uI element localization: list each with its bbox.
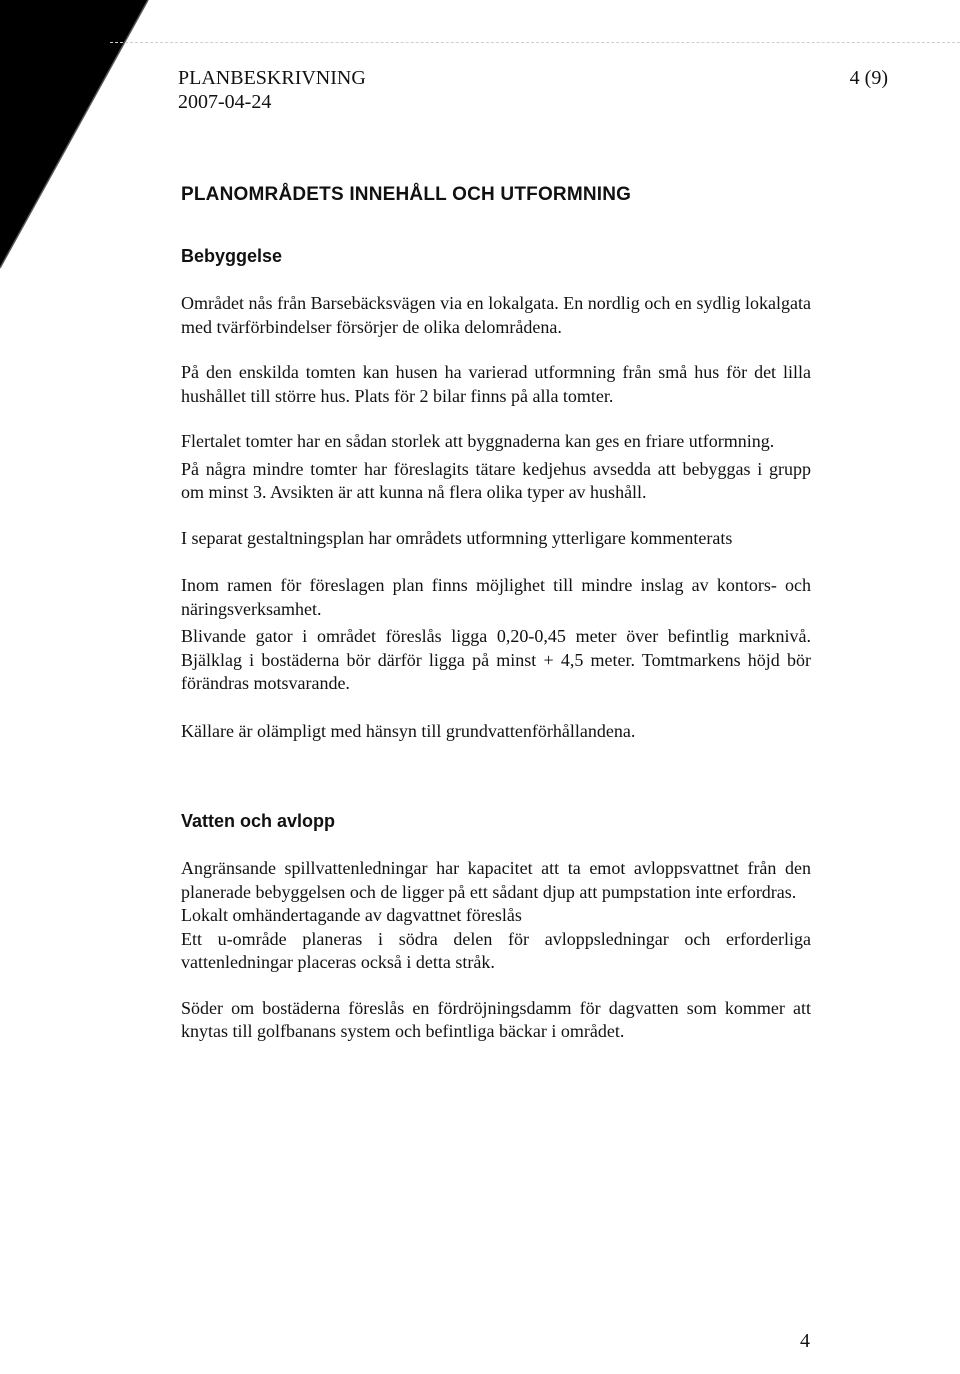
scan-top-rule — [110, 42, 960, 44]
paragraph: På några mindre tomter har föreslagits tätare kedjehus avsedda att bebyggas i grupp om minst 3. Avsikten är att kunna nå flera olika typer av hushåll. — [181, 458, 811, 502]
paragraph: Ett u-område planeras i södra delen för avloppsledningar och erforderliga vattenledningar placeras också i detta stråk. — [181, 928, 811, 972]
paragraph: Källare är olämpligt med hänsyn till grundvattenförhållandena. — [181, 720, 636, 741]
paragraph: I separat gestaltningsplan har områdets utformning ytterligare kommenterats — [181, 527, 733, 548]
document-date: 2007-04-24 — [178, 91, 272, 113]
paragraph: Angränsande spillvattenledningar har kapacitet att ta emot avloppsvattnet från den planerade bebyggelsen och de ligger på ett sådant djup att pumpstation inte erfordras. — [181, 858, 811, 902]
page-title: PLANOMRÅDETS INNEHÅLL OCH UTFORMNING — [181, 184, 632, 205]
section-heading: Vatten och avlopp — [181, 811, 336, 831]
section-bebyggelse — [181, 244, 811, 743]
paragraph: Området nås från Barsebäcksvägen via en lokalgata. En nordlig och en sydlig lokalgata med tvärförbindelser försörjer de olika delområdena. — [181, 293, 811, 337]
page-content — [181, 180, 811, 1044]
paragraph: På den enskilda tomten kan husen ha varierad utformning från små hus för det lilla hushållet till större hus. Plats för 2 bilar finns på alla tomter. — [181, 362, 811, 406]
page-indicator: 4 (9) — [849, 67, 888, 89]
paragraph: Lokalt omhändertagande av dagvattnet föreslås — [181, 905, 522, 925]
section-vatten-och-avlopp — [181, 809, 811, 1044]
paragraph: Blivande gator i området föreslås ligga 0,20-0,45 meter över befintlig marknivå. Bjälklag i bostäderna bör därför ligga på minst + 4,5 meter. Tomtmarkens höjd bör förändras motsvarande. — [181, 626, 811, 693]
section-heading: Bebyggelse — [181, 246, 283, 266]
paragraph: Inom ramen för föreslagen plan finns möjlighet till mindre inslag av kontors- och näringsverksamhet. — [181, 575, 811, 619]
paragraph: Flertalet tomter har en sådan storlek att byggnaderna kan ges en friare utformning. — [181, 431, 775, 451]
scan-edge-shadow — [0, 0, 150, 270]
page-header — [178, 66, 888, 114]
paragraph: Söder om bostäderna föreslås en fördröjningsdamm för dagvatten som kommer att knytas till golfbanans system och befintliga bäckar i området. — [181, 997, 811, 1041]
document-type: PLANBESKRIVNING — [178, 67, 366, 89]
page-number: 4 — [800, 1330, 810, 1352]
